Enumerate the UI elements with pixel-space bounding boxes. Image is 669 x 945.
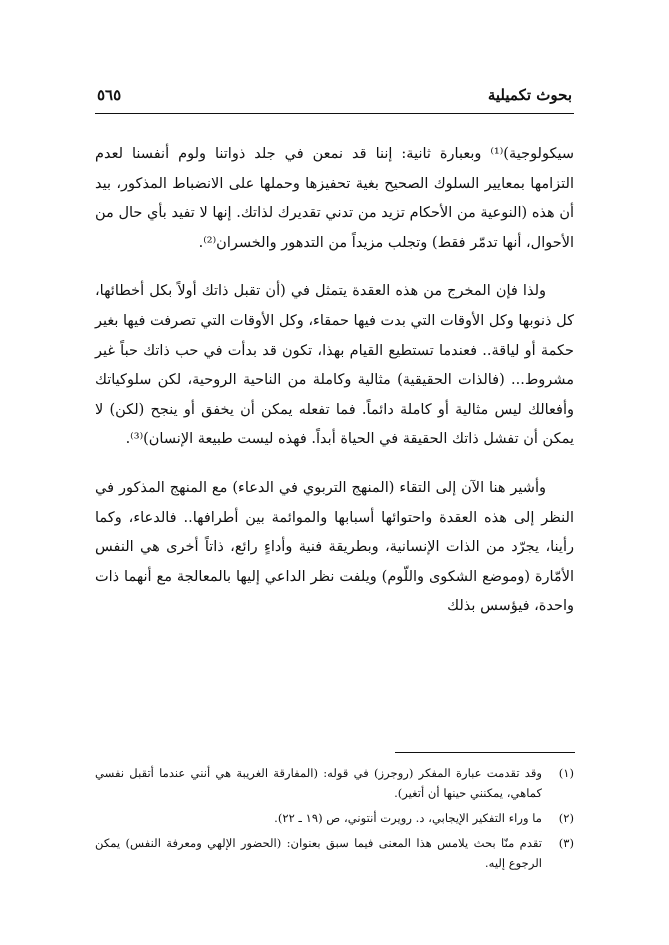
footnote-number: (٣) [558, 836, 574, 850]
running-header [97, 74, 572, 104]
footnote-number: (١) [558, 766, 574, 780]
header-title: بحوث تكميلية [487, 86, 572, 104]
footnote-text: ما وراء التفكير الإيجابي، د. رويرت أنتوني، ص (١٩ ـ ٢٢). [274, 811, 542, 825]
footnote-2 [95, 808, 574, 828]
main-text [95, 140, 574, 641]
paragraph-1: سيكولوجية)⁽¹⁾ وبعبارة ثانية: إننا قد نمعن في جلد ذواتنا ولوم أنفسنا لعدم التزامها بمعايير السلوك الصحيح بغية تحفيزها وحملها على الانضباط المذكور، بيد أن هذه (النوعية من الأحكام تزيد من تدني تقديرك لذاتك. إنها لا تفيد بأي حال من الأحوال، أنها تدمّر فقط) وتجلب مزيداً من التدهور والخسران⁽²⁾. [95, 146, 574, 251]
paragraph-3: وأشير هنا الآن إلى التقاء (المنهج التربوي في الدعاء) مع المنهج المذكور في النظر إلى هذه العقدة واحتوائها أسبابها والموائمة بين أطرافها.. فالدعاء، وكما رأينا، يجرّد من الذات الإنسانية، وبطريقة فنية وأداءٍ رائع، ذاتاً أخرى هي النفس الأمّارة (وموضع الشكوى واللّوم) ويلفت نظر الداعي إليها بالمعالجة مع أنهما ذات واحدة، فيؤسس بذلك [95, 479, 574, 615]
header-divider [95, 113, 574, 114]
footnote-3 [95, 833, 574, 873]
footnote-text: وقد تقدمت عبارة المفكر (روجرز) في قوله: (المفارقة الغريبة هي أنني عندما أتقبل نفسي كماهي، يمكنني حينها أن أتغير). [95, 766, 542, 800]
paragraph-2: ولذا فإن المخرج من هذه العقدة يتمثل في (أن تقبل ذاتك أولاً بكل أخطائها، كل ذنوبها وكل الأوقات التي بدت فيها حمقاء، وكل الأوقات التي تصرفت فيها بغير حكمة أو لياقة.. فعندما تستطيع القيام بهذا، تكون قد بدأت في حب ذاتك حباً غير مشروط... (فالذات الحقيقية) مثالية وكاملة من الناحية الروحية، لكن سلوكياتك وأفعالك ليس مثالية أو كاملة دائماً. فما تفعله يمكن أن يخفق أو ينجح (لكن) لا يمكن أن تفشل ذاتك الحقيقة في الحياة أبداً. فهذه ليست طبيعة الإنسان)⁽³⁾. [94, 283, 574, 448]
footnote-number: (٢) [558, 811, 574, 825]
footnote-divider [395, 752, 575, 753]
footnote-1 [95, 763, 574, 803]
footnote-text: تقدم منّا بحث يلامس هذا المعنى فيما سبق بعنوان: (الحضور الإلهي ومعرفة النفس) يمكن الرجوع إليه. [95, 836, 542, 870]
page-number: ٥٦٥ [97, 86, 122, 104]
footnotes [95, 763, 574, 878]
